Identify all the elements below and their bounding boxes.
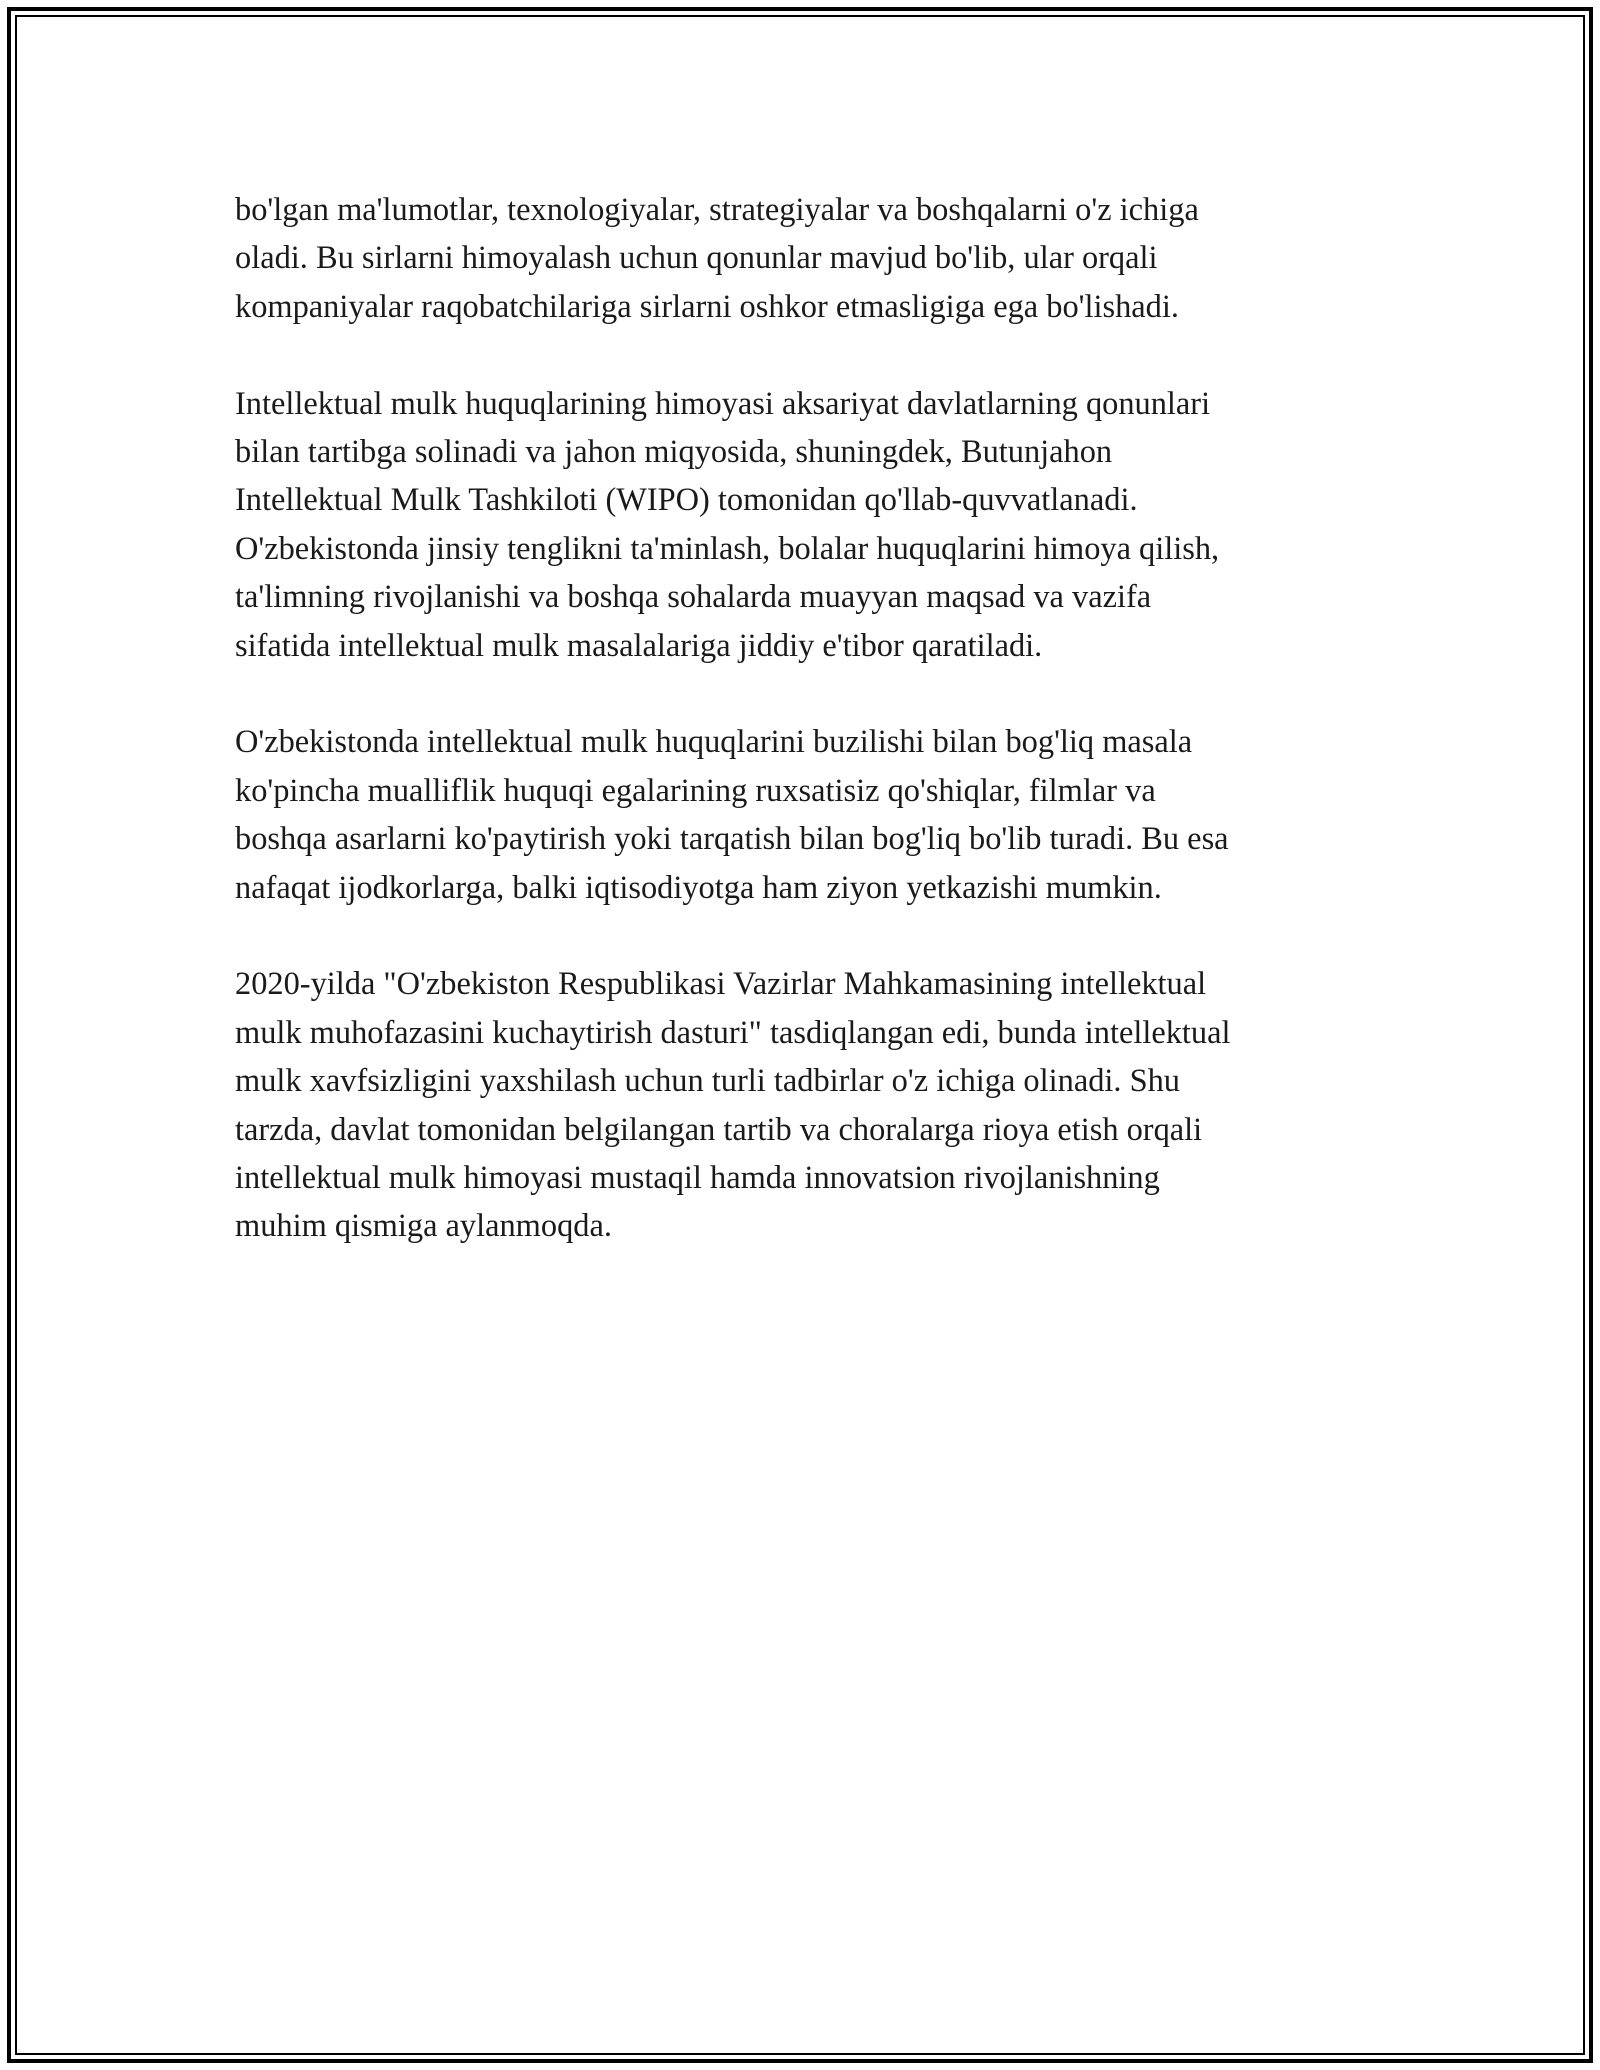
- paragraph-3: [235, 718, 1375, 912]
- text-line: mulk muhofazasini kuchaytirish dasturi" tasdiqlangan edi, bunda intellektual: [235, 1014, 1231, 1051]
- text-line: 2020-yilda "O'zbekiston Respublikasi Vazirlar Mahkamasining intellektual: [235, 966, 1207, 1003]
- text-line: O'zbekistonda jinsiy tenglikni ta'minlash, bolalar huquqlarini himoya qilish,: [235, 530, 1220, 567]
- text-line: bilan tartibga solinadi va jahon miqyosida, shuningdek, Butunjahon: [235, 434, 1113, 471]
- text-line: ta'limning rivojlanishi va boshqa sohalarda muayyan maqsad va vazifa: [235, 579, 1152, 616]
- paragraph-4: [235, 960, 1375, 1250]
- text-line: sifatida intellektual mulk masalalariga jiddiy e'tibor qaratiladi.: [235, 627, 1043, 664]
- text-line: Intellektual Mulk Tashkiloti (WIPO) tomonidan qo'llab-quvvatlanadi.: [235, 482, 1138, 519]
- text-line: O'zbekistonda intellektual mulk huquqlarini buzilishi bilan bog'liq masala: [235, 724, 1193, 761]
- document-body: [235, 186, 1375, 1251]
- text-line: tarzda, davlat tomonidan belgilangan tartib va choralarga rioya etish orqali: [235, 1111, 1203, 1148]
- text-line: mulk xavfsizligini yaxshilash uchun turli tadbirlar o'z ichiga olinadi. Shu: [235, 1063, 1180, 1100]
- text-line: kompaniyalar raqobatchilariga sirlarni oshkor etmasligiga ega bo'lishadi.: [235, 288, 1179, 325]
- text-line: oladi. Bu sirlarni himoyalash uchun qonunlar mavjud bo'lib, ular orqali: [235, 240, 1158, 277]
- text-line: muhim qismiga aylanmoqda.: [235, 1208, 612, 1245]
- paragraph-2: [235, 380, 1375, 670]
- text-line: bo'lgan ma'lumotlar, texnologiyalar, strategiyalar va boshqalarni o'z ichiga: [235, 192, 1199, 228]
- text-line: boshqa asarlarni ko'paytirish yoki tarqatish bilan bog'liq bo'lib turadi. Bu esa: [235, 821, 1229, 858]
- paragraph-1: [235, 186, 1375, 331]
- text-line: nafaqat ijodkorlarga, balki iqtisodiyotga ham ziyon yetkazishi mumkin.: [235, 869, 1162, 906]
- text-line: ko'pincha mualliflik huquqi egalarining ruxsatisiz qo'shiqlar, filmlar va: [235, 772, 1156, 809]
- text-line: Intellektual mulk huquqlarining himoyasi aksariyat davlatlarning qonunlari: [235, 385, 1211, 422]
- text-line: intellektual mulk himoyasi mustaqil hamda innovatsion rivojlanishning: [235, 1160, 1160, 1197]
